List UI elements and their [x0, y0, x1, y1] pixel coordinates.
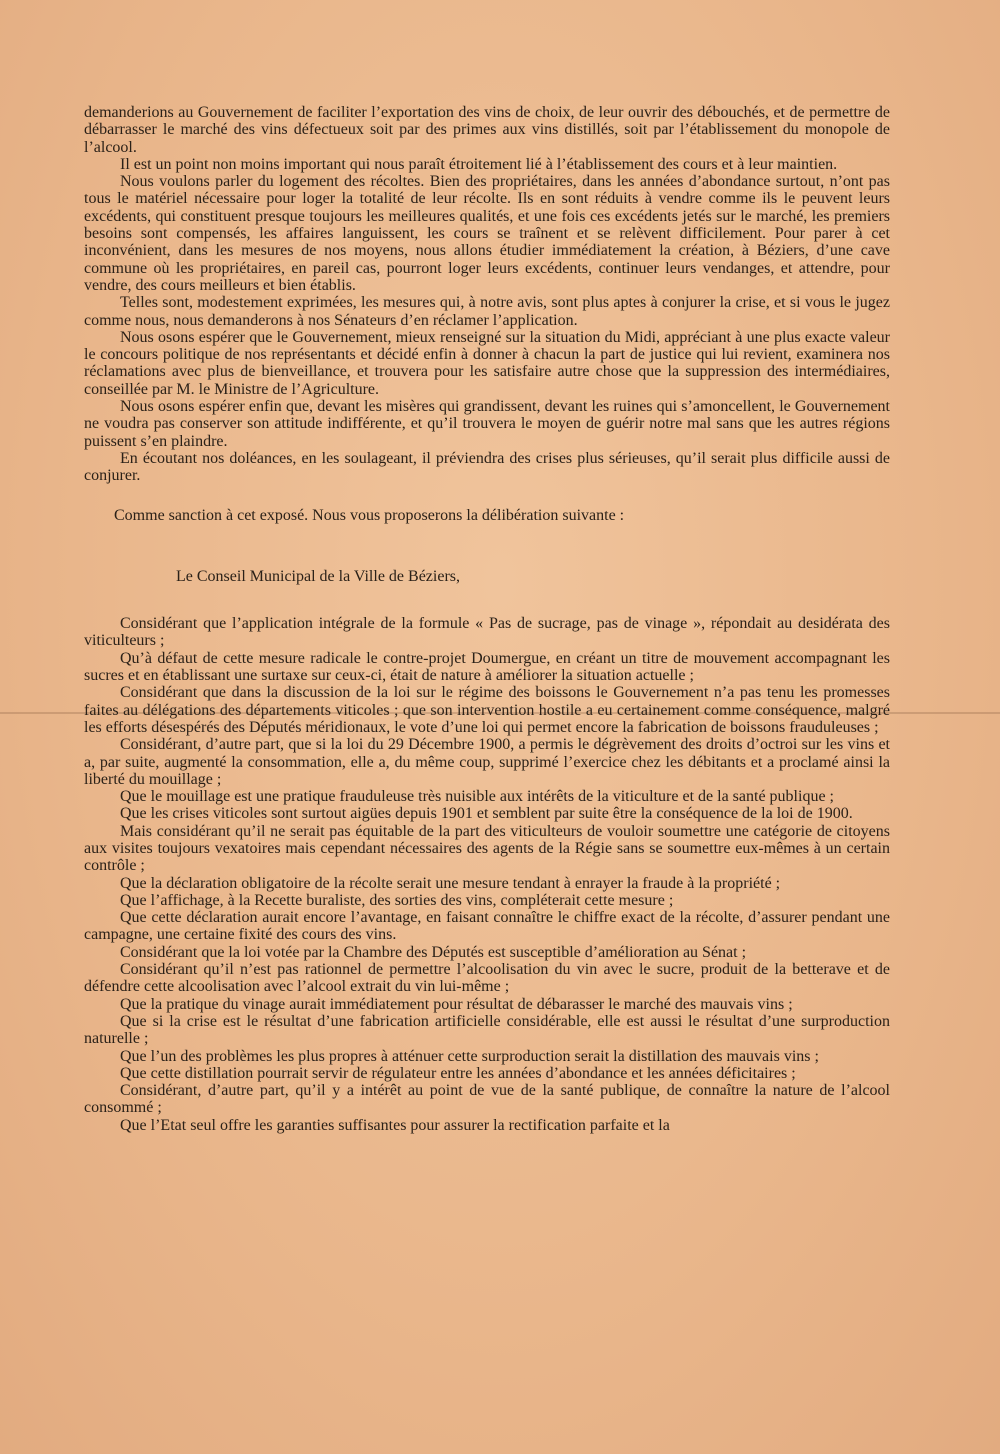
- paragraph: demanderions au Gouvernement de faciliter l’exportation des vins de choix, de leur ouvrir des débouchés, et de permettre de débarrasser le marché des vins défectueux soit par des primes aux vins distillés, soit par l’établissement du monopole de l’alcool.: [84, 104, 890, 156]
- consideration: Que les crises viticoles sont surtout aigües depuis 1901 et semblent par suite être la conséquence de la loi de 1900.: [120, 805, 853, 823]
- document-body: [84, 104, 890, 1134]
- council-heading: Le Conseil Municipal de la Ville de Béziers,: [176, 567, 460, 585]
- consideration: Que cette déclaration aurait encore l’avantage, en faisant connaître le chiffre exact de la récolte, d’assurer pendant une campagne, une certaine fixité des cours des vins.: [84, 909, 890, 944]
- consideration: Considérant, d’autre part, qu’il y a intérêt au point de vue de la santé publique, de connaître la nature de l’alcool consommé ;: [84, 1082, 890, 1117]
- sanction-line: Comme sanction à cet exposé. Nous vous proposerons la délibération suivante :: [114, 506, 625, 524]
- consideration: Que la pratique du vinage aurait immédiatement pour résultat de débarasser le marché des mauvais vins ;: [120, 995, 793, 1013]
- consideration: Que l’un des problèmes les plus propres à atténuer cette surproduction serait la distillation des mauvais vins ;: [120, 1047, 819, 1065]
- consideration: Considérant que dans la discussion de la loi sur le régime des boissons le Gouvernement n’a pas tenu les promesses faites au délégations des départements viticoles ; que son intervention hostile a eu certainement comme conséquence, malgré les efforts désespérés des Députés méridionaux, le vote d’une loi qui permet encore la fabrication de boissons frauduleuses ;: [84, 684, 890, 736]
- consideration: Que si la crise est le résultat d’une fabrication artificielle considérable, elle est aussi le résultat d’une surproduction naturelle ;: [84, 1012, 890, 1048]
- consideration: Que l’Etat seul offre les garanties suffisantes pour assurer la rectification parfaite et la: [120, 1116, 670, 1134]
- consideration: Considérant qu’il n’est pas rationnel de permettre l’alcoolisation du vin avec le sucre, produit de la betterave et de défendre cette alcoolisation avec l’alcool extrait du vin lui-même ;: [84, 961, 890, 996]
- consideration: Considérant que l’application intégrale de la formule « Pas de sucrage, pas de vinage », répondait au desidérata des viticulteurs ;: [84, 615, 890, 650]
- consideration: Mais considérant qu’il ne serait pas équitable de la part des viticulteurs de vouloir soumettre une catégorie de citoyens aux visites toujours vexatoires mais cependant nécessaires des agents de la Régie sans se soumettre eux-mêmes à un certain contrôle ;: [84, 822, 890, 875]
- paragraph: Nous voulons parler du logement des récoltes. Bien des propriétaires, dans les années d’abondance surtout, n’ont pas tous le matériel nécessaire pour loger la totalité de leur récolte. Ils en sont réduits à vendre comme ils le peuvent leurs excédents, qui constituent presque toujours les meilleures qualités, et une fois ces excédents jetés sur le marché, les premiers besoins sont compensés, les affaires languissent, les cours se traînent et se relèvent difficilement. Pour parer à cet inconvénient, dans les mesures de nos moyens, nous allons étudier immédiatement la création, à Béziers, d’une cave commune où les propriétaires, en pareil cas, pourront loger leurs excédents, continuer leurs vendanges, et attendre, pour vendre, des cours meilleurs et bien établis.: [84, 173, 890, 294]
- consideration: Que la déclaration obligatoire de la récolte serait une mesure tendant à enrayer la fraude à la propriété ;: [120, 874, 781, 892]
- paragraph: Nous osons espérer que le Gouvernement, mieux renseigné sur la situation du Midi, appréciant à une plus exacte valeur le concours politique de nos représentants et décidé enfin à donner à chacun la part de justice qui lui revient, examinera nos réclamations avec plus de bienveillance, et trouvera pour les satisfaire autre chose que la suppression des intermédiaires, conseillée par M. le Ministre de l’Agriculture.: [84, 328, 890, 398]
- consideration: Que le mouillage est une pratique frauduleuse très nuisible aux intérêts de la viticulture et de la santé publique ;: [120, 788, 834, 806]
- consideration: Que cette distillation pourrait servir de régulateur entre les années d’abondance et les années déficitaires ;: [120, 1064, 796, 1082]
- consideration: Considérant, d’autre part, que si la loi du 29 Décembre 1900, a permis le dégrèvement des droits d’octroi sur les vins et a, par suite, augmenté la consommation, elle a, du même coup, supprimé l’exercice chez les débitants et a proclamé ainsi la liberté du mouillage ;: [84, 736, 890, 788]
- paragraph: Nous osons espérer enfin que, devant les misères qui grandissent, devant les ruines qui s’amoncellent, le Gouvernement ne voudra pas conserver son attitude indifférente, et qu’il trouvera le moyen de guérir notre mal sans que les autres régions puissent s’en plaindre.: [84, 398, 890, 450]
- paragraph: Il est un point non moins important qui nous paraît étroitement lié à l’établissement des cours et à leur maintien.: [120, 155, 838, 173]
- consideration: Considérant que la loi votée par la Chambre des Députés est susceptible d’amélioration au Sénat ;: [120, 943, 747, 961]
- paragraph: Telles sont, modestement exprimées, les mesures qui, à notre avis, sont plus aptes à conjurer la crise, et si vous le jugez comme nous, nous demanderons à nos Sénateurs d’en réclamer l’application.: [84, 294, 890, 329]
- paragraph: En écoutant nos doléances, en les soulageant, il préviendra des crises plus sérieuses, qu’il serait plus difficile aussi de conjurer.: [84, 449, 890, 485]
- consideration: Qu’à défaut de cette mesure radicale le contre-projet Doumergue, en créant un titre de mouvement accompagnant les sucres et en établissant une surtaxe sur ceux-ci, était de nature à améliorer la situation actuelle ;: [84, 649, 890, 685]
- consideration: Que l’affichage, à la Recette buraliste, des sorties des vins, compléterait cette mesure ;: [120, 891, 674, 909]
